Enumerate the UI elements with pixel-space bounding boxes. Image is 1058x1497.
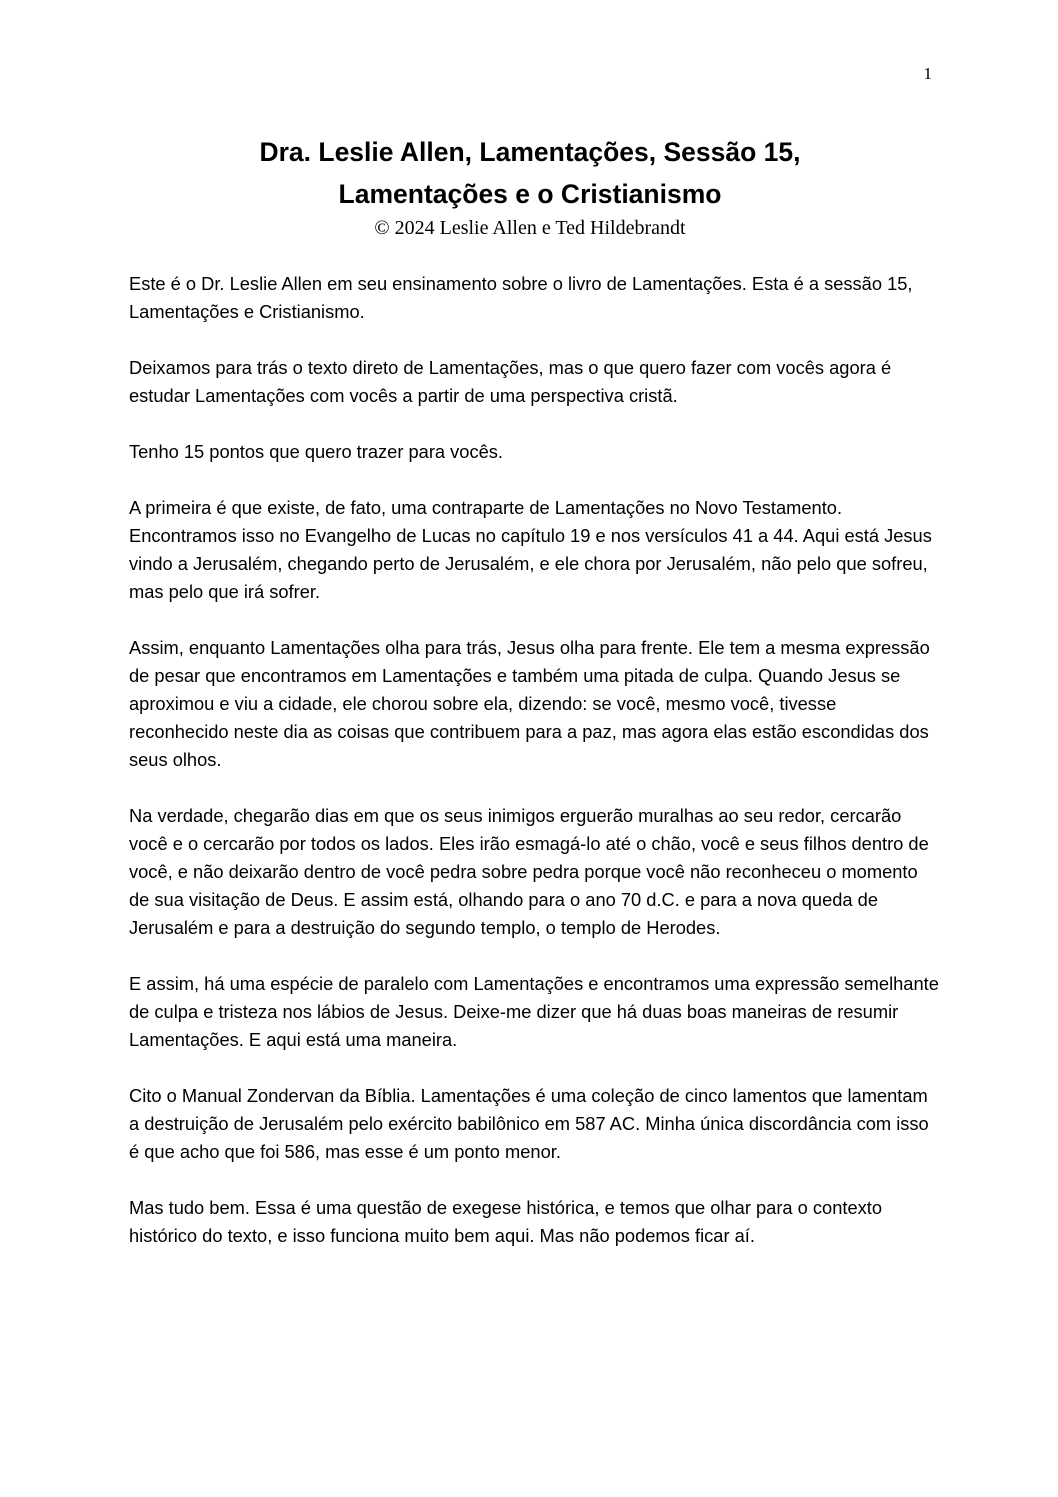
document-body	[129, 270, 939, 1278]
copyright-line: © 2024 Leslie Allen e Ted Hildebrandt	[374, 217, 686, 239]
title-line-2: Lamentações e o Cristianismo	[338, 179, 722, 209]
paragraph: Mas tudo bem. Essa é uma questão de exegese histórica, e temos que olhar para o contexto histórico do texto, e isso funciona muito bem aqui. Mas não podemos ficar aí.	[129, 1197, 883, 1246]
paragraph: E assim, há uma espécie de paralelo com Lamentações e encontramos uma expressão semelhante de culpa e tristeza nos lábios de Jesus. Deixe-me dizer que há duas boas maneiras de resumir Lamentações. E aqui está uma maneira.	[129, 973, 939, 1050]
paragraph: Assim, enquanto Lamentações olha para trás, Jesus olha para frente. Ele tem a mesma expressão de pesar que encontramos em Lamentações e também uma pitada de culpa. Quando Jesus se aproximou e viu a cidade, ele chorou sobre ela, dizendo: se você, mesmo você, tivesse reconhecido neste dia as coisas que contribuem para a paz, mas agora elas estão escondidas dos seus olhos.	[129, 637, 930, 770]
title-line-1: Dra. Leslie Allen, Lamentações, Sessão 15,	[259, 137, 801, 167]
page-number: 1	[923, 64, 932, 83]
paragraph: Tenho 15 pontos que quero trazer para vocês.	[129, 441, 503, 462]
paragraph: Cito o Manual Zondervan da Bíblia. Lamentações é uma coleção de cinco lamentos que lamentam a destruição de Jerusalém pelo exército babilônico em 587 AC. Minha única discordância com isso é que acho que foi 586, mas esse é um ponto menor.	[129, 1085, 929, 1162]
paragraph: Na verdade, chegarão dias em que os seus inimigos erguerão muralhas ao seu redor, cercarão você e o cercarão por todos os lados. Eles irão esmagá-lo até o chão, você e seus filhos dentro de você, e não deixarão dentro de você pedra sobre pedra porque você não reconheceu o momento de sua visitação de Deus. E assim está, olhando para o ano 70 d.C. e para a nova queda de Jerusalém e para a destruição do segundo templo, o templo de Herodes.	[129, 805, 929, 938]
paragraph: A primeira é que existe, de fato, uma contraparte de Lamentações no Novo Testamento. Encontramos isso no Evangelho de Lucas no capítulo 19 e nos versículos 41 a 44. Aqui está Jesus vindo a Jerusalém, chegando perto de Jerusalém, e ele chora por Jerusalém, não pelo que sofreu, mas pelo que irá sofrer.	[129, 497, 932, 602]
paragraph: Deixamos para trás o texto direto de Lamentações, mas o que quero fazer com vocês agora é estudar Lamentações com vocês a partir de uma perspectiva cristã.	[129, 357, 892, 406]
paragraph: Este é o Dr. Leslie Allen em seu ensinamento sobre o livro de Lamentações. Esta é a sessão 15, Lamentações e Cristianismo.	[129, 273, 913, 322]
document-title	[100, 131, 960, 215]
